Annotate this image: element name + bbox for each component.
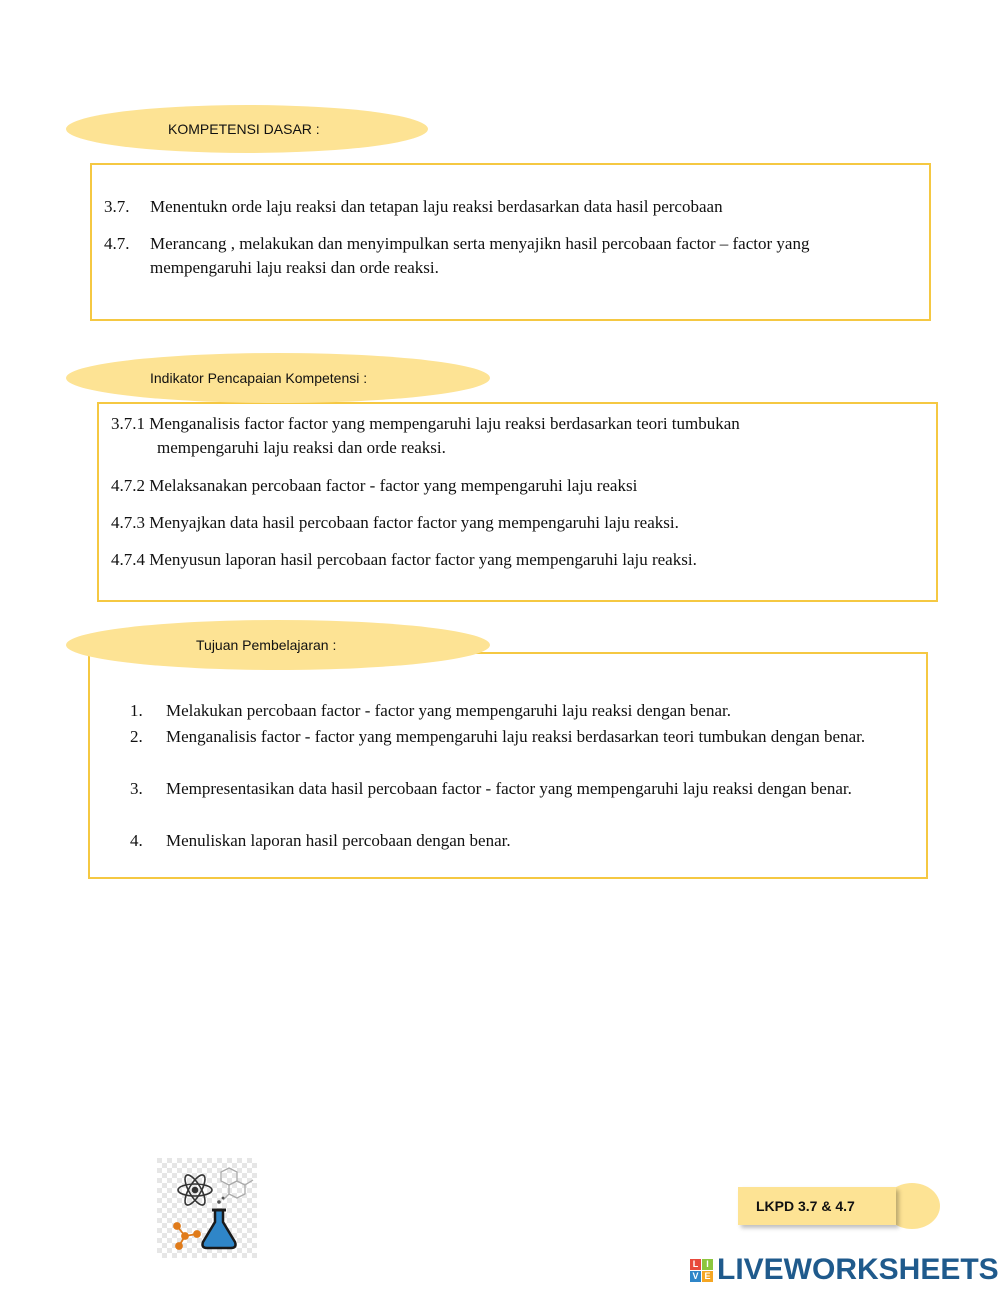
kd-item-number: 3.7. bbox=[104, 197, 130, 216]
tujuan-item-number: 3. bbox=[130, 779, 143, 798]
ipk-item-text: 4.7.2 Melaksanakan percobaan factor - factor yang mempengaruhi laju reaksi bbox=[111, 476, 638, 495]
indikator-heading-badge bbox=[66, 353, 490, 403]
ipk-item-continuation: mempengaruhi laju reaksi dan orde reaksi. bbox=[157, 438, 446, 457]
logo-tile-l: L bbox=[690, 1259, 701, 1270]
ipk-item bbox=[111, 511, 924, 535]
ipk-item-text: 3.7.1 Menganalisis factor factor yang mempengaruhi laju reaksi berdasarkan teori tumbukan bbox=[111, 414, 740, 433]
ipk-item-text: 4.7.4 Menyusun laporan hasil percobaan factor factor yang mempengaruhi laju reaksi. bbox=[111, 550, 697, 569]
logo-tile-v: V bbox=[690, 1271, 701, 1282]
kd-item-text: Menentukn orde laju reaksi dan tetapan laju reaksi berdasarkan data hasil percobaan bbox=[150, 197, 723, 216]
tujuan-item bbox=[130, 725, 914, 749]
kd-item-number: 4.7. bbox=[104, 234, 130, 253]
tujuan-item-number: 4. bbox=[130, 831, 143, 850]
footer-label bbox=[738, 1187, 896, 1225]
kd-item-text: Merancang , melakukan dan menyimpulkan serta menyajikn hasil percobaan factor – factor yang bbox=[150, 234, 810, 253]
kompetensi-dasar-box bbox=[90, 163, 931, 321]
indikator-box bbox=[97, 402, 938, 602]
tujuan-item-text: Melakukan percobaan factor - factor yang mempengaruhi laju reaksi dengan benar. bbox=[166, 701, 732, 720]
footer-label-text: LKPD 3.7 & 4.7 bbox=[756, 1198, 855, 1214]
ipk-item bbox=[111, 474, 924, 498]
tujuan-item-number: 1. bbox=[130, 701, 143, 720]
liveworksheets-logo-icon bbox=[690, 1259, 713, 1282]
ipk-item bbox=[111, 548, 924, 572]
tujuan-item bbox=[130, 777, 914, 801]
tujuan-item-text: Mempresentasikan data hasil percobaan factor - factor yang mempengaruhi laju reaksi dengan benar. bbox=[166, 779, 852, 798]
tujuan-item-text: Menganalisis factor - factor yang mempengaruhi laju reaksi berdasarkan teori tumbukan dengan benar. bbox=[166, 727, 866, 746]
tujuan-box bbox=[88, 652, 928, 879]
liveworksheets-logo-text: LIVEWORKSHEETS bbox=[717, 1253, 999, 1286]
logo-tile-e: E bbox=[702, 1271, 713, 1282]
tujuan-item-number: 2. bbox=[130, 727, 143, 746]
tujuan-item-text: Menuliskan laporan hasil percobaan dengan benar. bbox=[166, 831, 511, 850]
liveworksheets-logo bbox=[690, 1252, 999, 1288]
ipk-item-text: 4.7.3 Menyajkan data hasil percobaan factor factor yang mempengaruhi laju reaksi. bbox=[111, 513, 679, 532]
kompetensi-dasar-heading: KOMPETENSI DASAR : bbox=[168, 121, 320, 137]
tujuan-heading: Tujuan Pembelajaran : bbox=[196, 637, 337, 653]
kompetensi-dasar-heading-badge bbox=[66, 105, 428, 153]
kd-item-continuation: mempengaruhi laju reaksi dan orde reaksi. bbox=[150, 258, 439, 277]
tujuan-item bbox=[130, 699, 914, 723]
logo-tile-i: I bbox=[702, 1259, 713, 1270]
kd-item bbox=[104, 195, 917, 219]
tujuan-item bbox=[130, 829, 914, 853]
kd-item bbox=[104, 232, 917, 280]
science-lab-icon bbox=[157, 1158, 257, 1258]
indikator-heading: Indikator Pencapaian Kompetensi : bbox=[150, 370, 368, 386]
tujuan-heading-badge bbox=[66, 620, 490, 670]
ipk-item bbox=[111, 412, 924, 460]
